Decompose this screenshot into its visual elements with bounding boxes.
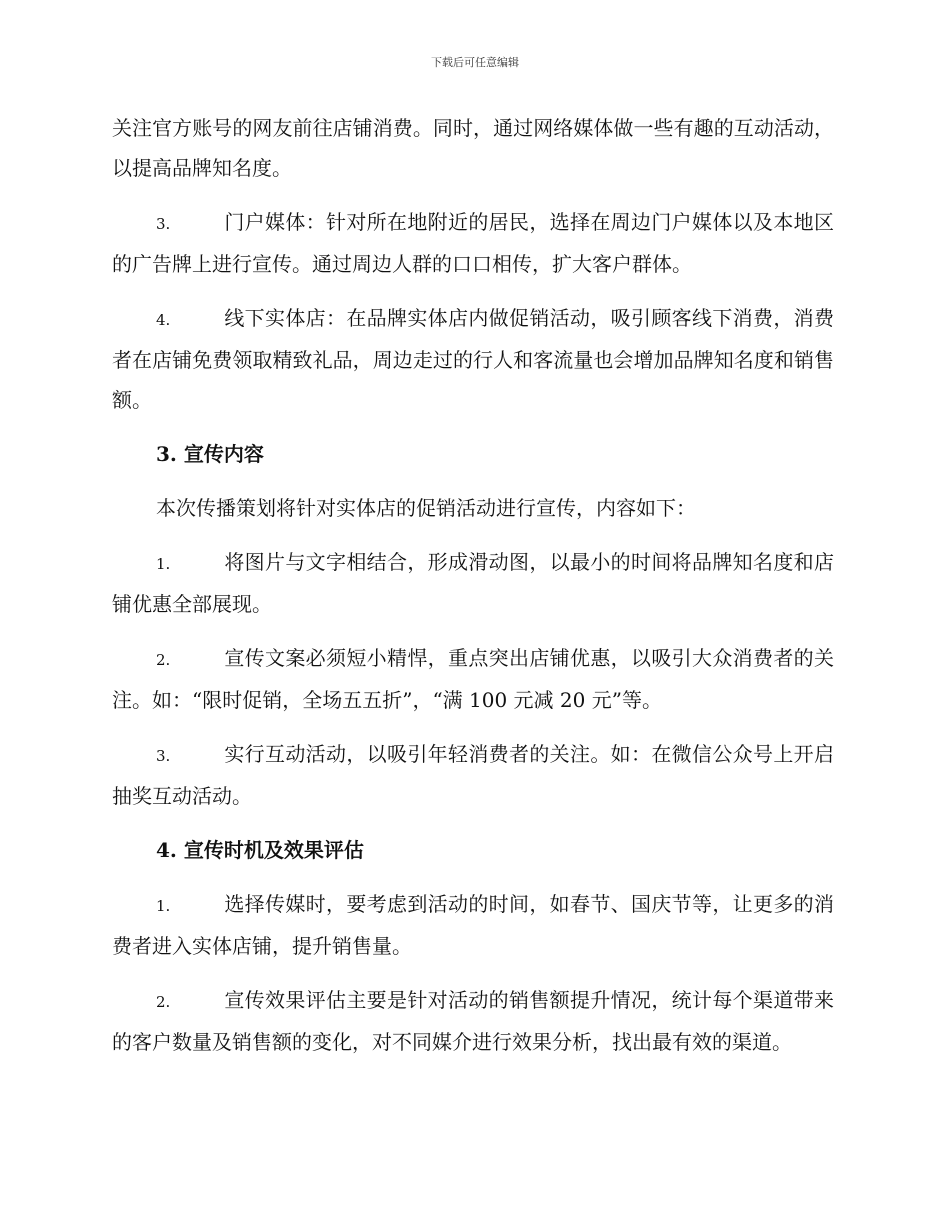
numbered-paragraph (112, 884, 834, 966)
numbered-paragraph (112, 298, 834, 420)
paragraph-text: 门户媒体：针对所在地附近的居民，选择在周边门户媒体以及本地区的广告牌上进行宣传。通过周边人群的口口相传，扩大客户群体。 (112, 210, 834, 276)
list-number: 4. (156, 311, 171, 329)
list-number: 2. (156, 651, 171, 669)
paragraph-text: 选择传媒时，要考虑到活动的时间，如春节、国庆节等，让更多的消费者进入实体店铺，提升销售量。 (112, 892, 834, 958)
numbered-paragraph (112, 734, 834, 816)
paragraph (112, 488, 834, 528)
list-number: 1. (156, 897, 171, 915)
paragraph (112, 108, 834, 188)
paragraph-text: 宣传效果评估主要是针对活动的销售额提升情况，统计每个渠道带来的客户数量及销售额的变化，对不同媒介进行效果分析，找出最有效的渠道。 (112, 988, 834, 1054)
numbered-paragraph (112, 542, 834, 624)
paragraph-text: 关注官方账号的网友前往店铺消费。同时，通过网络媒体做一些有趣的互动活动，以提高品牌知名度。 (112, 116, 834, 180)
paragraph-text: 宣传文案必须短小精悍，重点突出店铺优惠，以吸引大众消费者的关注。如：“限时促销，全场五五折”，“满 100 元减 20 元”等。 (112, 646, 834, 712)
paragraph-text: 线下实体店：在品牌实体店内做促销活动，吸引顾客线下消费，消费者在店铺免费领取精致礼品，周边走过的行人和客流量也会增加品牌知名度和销售额。 (112, 306, 834, 412)
paragraph-text: 将图片与文字相结合，形成滑动图，以最小的时间将品牌知名度和店铺优惠全部展现。 (112, 550, 834, 616)
numbered-paragraph (112, 980, 834, 1062)
page-header: 下载后可任意编辑 (431, 56, 519, 69)
document-body (112, 108, 834, 1076)
list-number: 3. (156, 215, 171, 233)
section-heading: 4. 宣传时机及效果评估 (156, 838, 364, 862)
list-number: 2. (156, 993, 171, 1011)
numbered-paragraph (112, 638, 834, 720)
list-number: 1. (156, 555, 171, 573)
list-number: 3. (156, 747, 171, 765)
paragraph-text: 本次传播策划将针对实体店的促销活动进行宣传，内容如下： (156, 496, 696, 520)
section-heading: 3. 宣传内容 (156, 442, 264, 466)
numbered-paragraph (112, 202, 834, 284)
paragraph-text: 实行互动活动，以吸引年轻消费者的关注。如：在微信公众号上开启抽奖互动活动。 (112, 742, 834, 808)
